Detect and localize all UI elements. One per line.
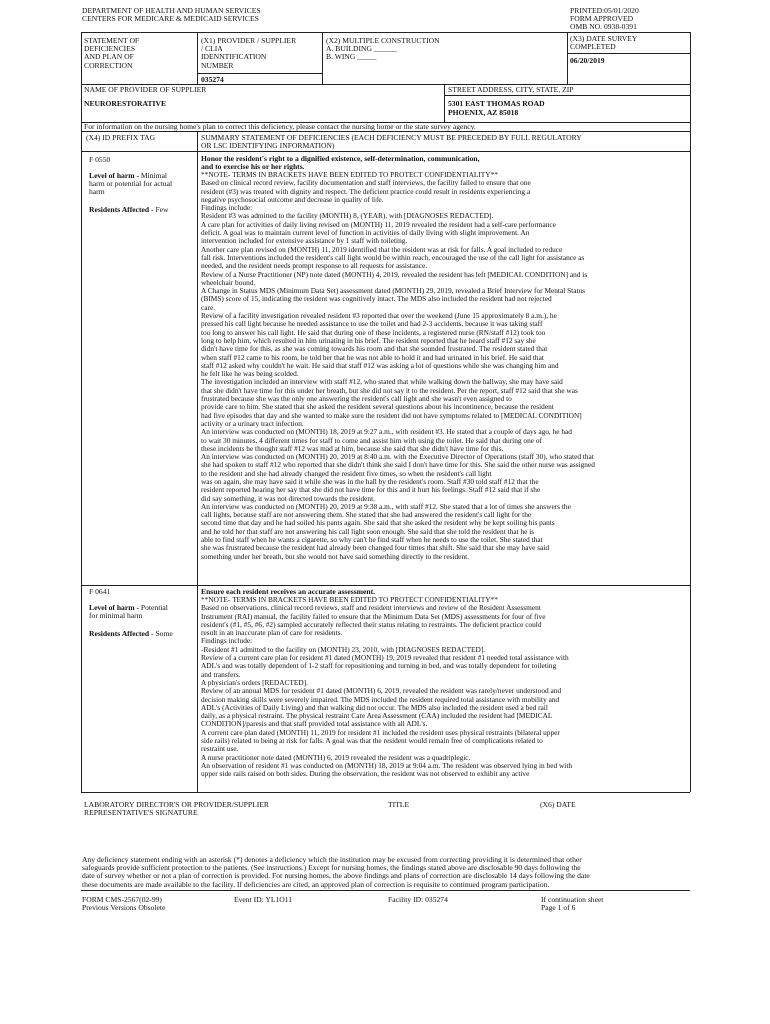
text-line: An interview was conducted on (MONTH) 18, 2019 at 9:27 a.m., with resident #3. He stated that a couple of days ago, he had [201, 427, 572, 437]
signature-label: LABORATORY DIRECTOR'S OR PROVIDER/SUPPLIER REPRESENTATIVE'S SIGNATURE [84, 800, 269, 818]
text-line: A physician's orders [REDACTED]. [201, 677, 308, 687]
text-line: wheelchair bound. [201, 277, 256, 287]
rule [322, 32, 323, 84]
text-line: A care plan for activities of daily living revised on (MONTH) 11, 2019 revealed the resident had a self-care performance [201, 219, 556, 229]
rule [81, 585, 690, 586]
text-line: staff #12 asked why couldn't he wait. He said that staff #12 was asking a lot of questions while she was changing him and [201, 360, 559, 370]
rule [81, 32, 82, 792]
x1-provider-label: (X1) PROVIDER / SUPPLIER / CLIA IDENNTIFICATION NUMBER [201, 36, 297, 70]
deficiency-text-f0550 [201, 171, 595, 561]
text-line: needed, and the resident needs prompt response to all requests for assistance. [201, 261, 428, 271]
address-street: 5301 EAST THOMAS ROAD [448, 99, 545, 108]
facility-id: Facility ID: 035274 [388, 895, 448, 904]
omb-number: OMB NO. 0938-0391 [570, 22, 637, 31]
deficiency-text-f0641 [201, 596, 572, 779]
text-line: Review of a current care plan for resident #1 dated (MONTH) 19, 2019 revealed that resident #1 needed total assistance with [201, 653, 569, 663]
text-line: and he told her that staff are not answering his call light soon enough. She said that she told the resident that he is [201, 526, 535, 536]
summary-column-header: SUMMARY STATEMENT OF DEFICIENCIES (EACH DEFICIENCY MUST BE PRECEDED BY FULL REGULATORY OR LSC IDENTIFYING INFORMATION) [201, 133, 582, 151]
signature-title-label: TITLE [388, 800, 410, 809]
event-id: Event ID: YL1O11 [234, 895, 293, 904]
text-line: had five episodes that day and she wanted to make sure the resident did not have symptoms related to [MEDICAL CONDITION] [201, 410, 582, 420]
statement-label: STATEMENT OF DEFICIENCIES AND PLAN OF CORRECTION [84, 36, 140, 70]
disclaimer: Any deficiency statement ending with an asterisk (*) denotes a deficiency which the institution may be excused from correcting providing it is determined that other safeguards provide sufficient protection to the patients. (See instructions.) Except for nursing homes, the findings stated above are disclosable 90 days following the date of survey whether or not a plan of correction is provided. For nursing homes, the above findings and plans of correction are disclosable 14 days following the date these documents are made available to the facility. If deficiencies are cited, an approved plan of correction is requisite to continued program participation. [82, 855, 590, 889]
text-line: Another care plan revised on (MONTH) 11, 2019 identified that the resident was at risk for falls. A goal included to reduce [201, 244, 563, 254]
form-number: FORM CMS-2567(02-99) Previous Versions Obsolete [82, 895, 166, 913]
form-approved: FORM APPROVED [570, 14, 634, 23]
text-line: she had spoken to staff #12 who reported that she didn't think she said I don't have time for this. She said the other nurse was assigned [201, 460, 595, 470]
rule [81, 151, 690, 152]
rule [567, 53, 690, 54]
x2-construction-label: (X2) MULTIPLE CONSTRUCTION A. BUILDING ______ B. WING _____ [326, 36, 440, 62]
tag-id-f0550: F 0550 [89, 155, 111, 164]
rule [197, 131, 198, 792]
continuation-note: If continuation sheet Page 1 of 6 [541, 895, 604, 913]
text-line: An observation of resident #1 was conducted on (MONTH) 18, 2019 at 9:04 a.m. The resident was observed lying in bed with [201, 760, 573, 770]
text-line: too long to answer his call light. He said that during one of these incidents, a registered nurse (RN/staff #12) took too [201, 327, 546, 337]
text-line: Findings include: [201, 636, 253, 646]
text-line: Resident #3 was admitted to the facility (MONTH) 8, (YEAR), with [DIAGNOSES REDACTED]. [201, 211, 494, 221]
text-line: intervention included for extensive assistance by 1 staff with toileting. [201, 236, 408, 246]
text-line: something under her breath, but she would not have said something directly to the resident. [201, 551, 469, 561]
text-line: resident (#3) was treated with dignity and respect. The deficient practice could result in residents experiencing a [201, 186, 531, 196]
tag-title-f0550: Honor the resident's right to a dignified existence, self-determination, communication, and to exercise his or her rights. [201, 154, 480, 172]
provider-name-label: NAME OF PROVIDER OF SUPPLIER [84, 85, 207, 94]
text-line: that she didn't have time for this under her breath, but she did not say it to the resident. Per the report, staff #12 said that she was [201, 385, 578, 395]
text-line: Based on clinical record review, facility documentation and staff interviews, the facility failed to ensure that one [201, 178, 531, 188]
text-line: she was frustrated because the resident had already been changed four times that shift. She said that she may have said [201, 543, 550, 553]
text-line: **NOTE- TERMS IN BRACKETS HAVE BEEN EDITED TO PROTECT CONFIDENTIALITY** [201, 595, 498, 604]
text-line: **NOTE- TERMS IN BRACKETS HAVE BEEN EDITED TO PROTECT CONFIDENTIALITY** [201, 170, 498, 179]
text-line: to wait 30 minutes, 4 different times for staff to come and assist him with using the toilet. He said that during one of [201, 435, 542, 445]
text-line: care. [201, 302, 216, 312]
text-line: An interview was conducted on (MONTH) 20, 2019 at 9:38 a.m., with staff #12. She stated that a lot of times she answers the [201, 501, 571, 511]
text-line: (BIMS) score of 15, indicating the resident was cognitively intact. The MDS also included the resident had not rejected [201, 294, 552, 304]
residents-affected-f0550: Residents Affected - Few [89, 205, 169, 214]
provider-name-value: NEURORESTORATIVE [84, 99, 167, 108]
rule [81, 890, 690, 891]
text-line: long to help him, which resulted in him urinating in his brief. The resident reported that he heard staff #12 say she [201, 335, 536, 345]
text-line: resident reported hearing her say that she did not have time for this and it hurt his feelings. Staff #12 said that if she [201, 485, 541, 495]
text-line: -Resident #1 admitted to the facility on (MONTH) 23, 2010, with [DIAGNOSES REDACTED]. [201, 644, 486, 654]
text-line: Instrument (RAI) manual, the facility failed to ensure that the Minimum Data Set (MDS) assessments for four of five [201, 611, 546, 621]
text-line: was on again, she may have said it while she was in the hall by the resident's room. Staff #30 told staff #12 that the [201, 476, 539, 486]
text-line: side rails) related to being at risk for falls. A goal was that the resident would remain free of complications related to [201, 736, 543, 746]
text-line: resident's (#1, #5, #6, #2) sampled accurately reflected their status relating to restraints. The deficient practice could [201, 619, 542, 629]
text-line: frustrated because she was the only one answering the resident's call light and she wasn't even assigned to [201, 394, 512, 404]
text-line: A Change in Status MDS (Minimum Data Set) assessment dated (MONTH) 29, 2019, revealed a Brief Interview for Mental Status [201, 286, 586, 296]
text-line: these incidents he thought staff #12 was mad at him, because she said that she didn't have time for this. [201, 443, 504, 453]
text-line: decision making skills were severely impaired. The MDS included the resident required total assistance with mobility and [201, 694, 560, 704]
tag-id-f0641: F 0641 [89, 587, 111, 596]
text-line: activity or a urinary tract infection. [201, 418, 304, 428]
text-line: able to find staff when he wants a cigarette, so why can't he find staff when he needs to use the toilet. She stated that [201, 535, 543, 545]
rule [444, 95, 690, 96]
text-line: didn't have time for this, as she was coming towards his room and that she sounded frustrated. The resident stated that [201, 344, 548, 354]
address-label: STREET ADDRESS, CITY, STATE, ZIP [448, 85, 574, 94]
info-line: For information on the nursing home's plan to correct this deficiency, please contact the nursing home or the state survey agency. [84, 122, 476, 131]
address-city: PHOENIX, AZ 85018 [448, 108, 519, 117]
text-line: result in an inaccurate plan of care for residents. [201, 628, 343, 638]
text-line: did say something, it was not directed towards the resident. [201, 493, 375, 503]
text-line: restraint use. [201, 744, 239, 754]
rule [567, 32, 568, 84]
rule [81, 792, 690, 793]
text-line: to the resident and she had already changed the resident five times, so when the resident's call light [201, 468, 492, 478]
rule [81, 32, 690, 33]
text-line: The investigation included an interview with staff #12, who stated that while walking down the hallway, she may have said [201, 377, 563, 387]
text-line: Review of a Nurse Practitioner (NP) note dated (MONTH) 4, 2019, revealed the resident has left [MEDICAL CONDITION] and is [201, 269, 588, 279]
x3-date-label: (X3) DATE SURVEY COMPLETED [570, 34, 638, 52]
tag-title-f0641: Ensure each resident receives an accurate assessment. [201, 587, 375, 596]
cms-title: CENTERS FOR MEDICARE & MEDICAID SERVICES [82, 14, 259, 23]
rule [690, 32, 691, 792]
rule [197, 32, 198, 84]
printed-date: PRINTED:05/01/2020 [570, 6, 639, 15]
department-title: DEPARTMENT OF HEALTH AND HUMAN SERVICES [82, 6, 261, 15]
text-line: provide care to him. She stated that she asked the resident several questions about his incontinence, because the resident [201, 402, 554, 412]
text-line: daily, as a physical restraint. The physical restraint Care Area Assessment (CAA) included the resident had [MEDICAL [201, 711, 553, 721]
text-line: Review of an annual MDS for resident #1 dated (MONTH) 6, 2019, revealed the resident was rarely/never understood and [201, 686, 562, 696]
text-line: Review of a facility investigation revealed resident #3 reported that over the weekend (June 15 approximately 8 a.m.), he [201, 311, 557, 321]
rule [444, 84, 445, 122]
text-line: Findings include: [201, 203, 253, 213]
level-of-harm-f0550: Level of harm - Minimal harm or potential for actual harm [89, 171, 173, 197]
text-line: upper side rails raised on both sides. During the observation, the resident was not observed to exhibit any active [201, 769, 530, 779]
prefix-column-header: (X4) ID PREFIX TAG [86, 133, 156, 142]
x1-provider-value: 035274 [201, 75, 224, 84]
text-line: and transfers. [201, 669, 241, 679]
text-line: deficit. A goal was to maintain current level of function in activities of daily living with slight improvement. An [201, 228, 530, 238]
text-line: A nurse practitioner note dated (MONTH) 6, 2019 revealed the resident was a quadriplegic. [201, 752, 471, 762]
x3-date-value: 06/20/2019 [570, 56, 605, 65]
residents-affected-f0641: Residents Affected - Some [89, 629, 173, 638]
text-line: CONDITION]/paresis and that staff provided total assistance with all ADL's. [201, 719, 428, 729]
text-line: call lights, because staff are not answering them. She stated that she had answered the resident's call light for the [201, 510, 532, 520]
text-line: negative psychosocial outcome and decrease in quality of life. [201, 194, 384, 204]
text-line: second time that day and he had soiled his pants again. She said that she asked the resident why he kept soiling his pants [201, 518, 555, 528]
text-line: fall risk. Interventions included the resident's call light would be within reach, encouraged the use of the call light for assistance as [201, 252, 585, 262]
rule [81, 131, 690, 132]
text-line: he felt like he was being scolded. [201, 369, 299, 379]
text-line: when staff #12 came to his room, he told her that he was not able to hold it and had urinated in his brief. He said that [201, 352, 544, 362]
text-line: ADL's and was totally dependent of 1-2 staff for repositioning and turning in bed, and was totally dependent for toileting [201, 661, 557, 671]
text-line: ADL's (Activities of Daily Living) and that walking did not occur. The MDS also included the resident used a bed rail [201, 702, 548, 712]
rule [197, 73, 322, 74]
text-line: pressed his call light because he needed assistance to use the toilet and had 2-3 accidents, because it was taking staff [201, 319, 543, 329]
signature-date-label: (X6) DATE [540, 800, 576, 809]
text-line: Based on observations, clinical record reviews, staff and resident interviews and review of the Resident Assessment [201, 603, 541, 613]
text-line: An interview was conducted on (MONTH) 20, 2019 at 8:40 a.m. with the Executive Director of Operations (staff 30), who stated that [201, 452, 594, 462]
text-line: A current care plan dated (MONTH) 11, 2019 for resident #1 included the resident uses physical restraints (bilateral upper [201, 727, 560, 737]
level-of-harm-f0641: Level of harm - Potential for minimal harm [89, 603, 168, 621]
